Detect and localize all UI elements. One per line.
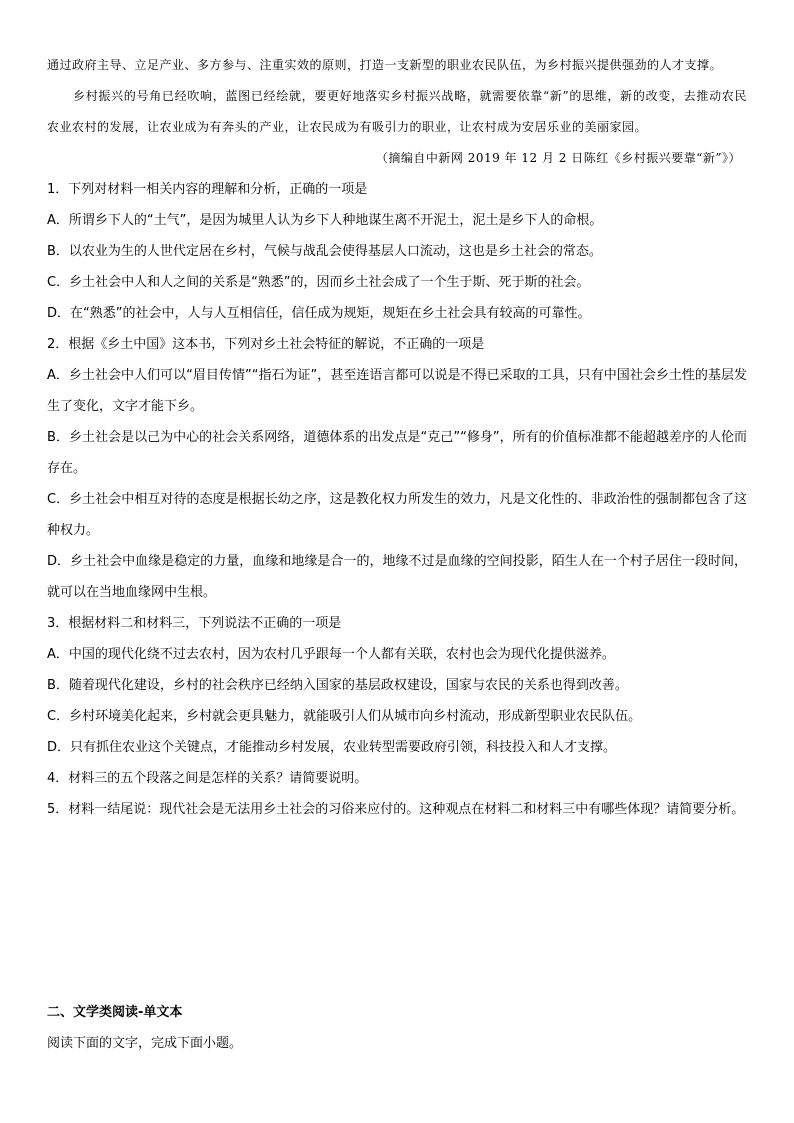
section-instruction: 阅读下面的文字，完成下面小题。 xyxy=(47,1036,243,1051)
question-2-option-c: C．乡土社会中相互对待的态度是根据长幼之序，这是教化权力所发生的效力，凡是文化性的、非政治性的强制都包含了这种权力。 xyxy=(47,492,747,538)
question-stem-4: 4．材料三的五个段落之间是怎样的关系？请简要说明。 xyxy=(47,771,368,786)
passage xyxy=(47,50,747,174)
questions xyxy=(47,174,747,825)
question-2-option-d: D．乡土社会中血缘是稳定的力量，血缘和地缘是合一的，地缘不过是血缘的空间投影，陌生人在一个村子居住一段时间，就可以在当地血缘网中生根。 xyxy=(47,554,747,600)
question-stem-1: 1．下列对材料一相关内容的理解和分析，正确的一项是 xyxy=(47,182,368,197)
section-heading: 二、文学类阅读-单文本 xyxy=(47,1005,183,1020)
passage-paragraph-2: 乡村振兴的号角已经吹响，蓝图已经绘就，要更好地落实乡村振兴战略，就需要依靠“新”的思维，新的改变，去推动农民农业农村的发展，让农业成为有奔头的产业，让农民成为有吸引力的职业，让农村成为安居乐业的美丽家园。 xyxy=(47,89,747,134)
question-stem-5: 5．材料一结尾说：现代社会是无法用乡土社会的习俗来应付的。这种观点在材料二和材料三中有哪些体现？请简要分析。 xyxy=(47,802,745,817)
question-3-option-a: A．中国的现代化绕不过去农村，因为农村几乎跟每一个人都有关联，农村也会为现代化提供滋养。 xyxy=(47,647,615,662)
question-1-option-a: A．所谓乡下人的“土气”，是因为城里人认为乡下人种地谋生离不开泥土，泥土是乡下人的命根。 xyxy=(47,213,603,228)
question-1-option-d: D．在“熟悉”的社会中，人与人互相信任，信任成为规矩，规矩在乡土社会具有较高的可靠性。 xyxy=(47,306,591,321)
passage-paragraph-1: 通过政府主导、立足产业、多方参与、注重实效的原则，打造一支新型的职业农民队伍，为乡村振兴提供强劲的人才支撑。 xyxy=(47,58,723,72)
question-3-option-d: D．只有抓住农业这个关键点，才能推动乡村发展，农业转型需要政府引领，科技投入和人才支撑。 xyxy=(47,740,617,755)
question-2-option-b: B．乡土社会是以己为中心的社会关系网络，道德体系的出发点是“克己”“修身”，所有的价值标准都不能超越差序的人伦而存在。 xyxy=(47,430,747,476)
question-1-option-c: C．乡土社会中人和人之间的关系是“熟悉”的，因而乡土社会成了一个生于斯、死于斯的社会。 xyxy=(47,275,590,290)
document-page xyxy=(47,50,747,825)
question-1-option-b: B．以农业为生的人世代定居在乡村，气候与战乱会使得基层人口流动，这也是乡土社会的常态。 xyxy=(47,244,602,259)
passage-source: （摘编自中新网 2019 年 12 月 2 日陈红《乡村振兴要靠“新”》） xyxy=(375,151,741,165)
question-3-option-b: B．随着现代化建设，乡村的社会秩序已经纳入国家的基层政权建设，国家与农民的关系也得到改善。 xyxy=(47,678,628,693)
question-stem-3: 3．根据材料二和材料三，下列说法不正确的一项是 xyxy=(47,616,342,631)
question-2-option-a: A．乡土社会中人们可以“眉目传情”“指石为证”，甚至连语言都可以说是不得已采取的工具，只有中国社会乡土性的基层发生了变化，文字才能下乡。 xyxy=(47,368,747,414)
question-3-option-c: C．乡村环境美化起来，乡村就会更具魅力，就能吸引人们从城市向乡村流动，形成新型职业农民队伍。 xyxy=(47,709,642,724)
question-stem-2: 2．根据《乡土中国》这本书，下列对乡土社会特征的解说，不正确的一项是 xyxy=(47,337,485,352)
